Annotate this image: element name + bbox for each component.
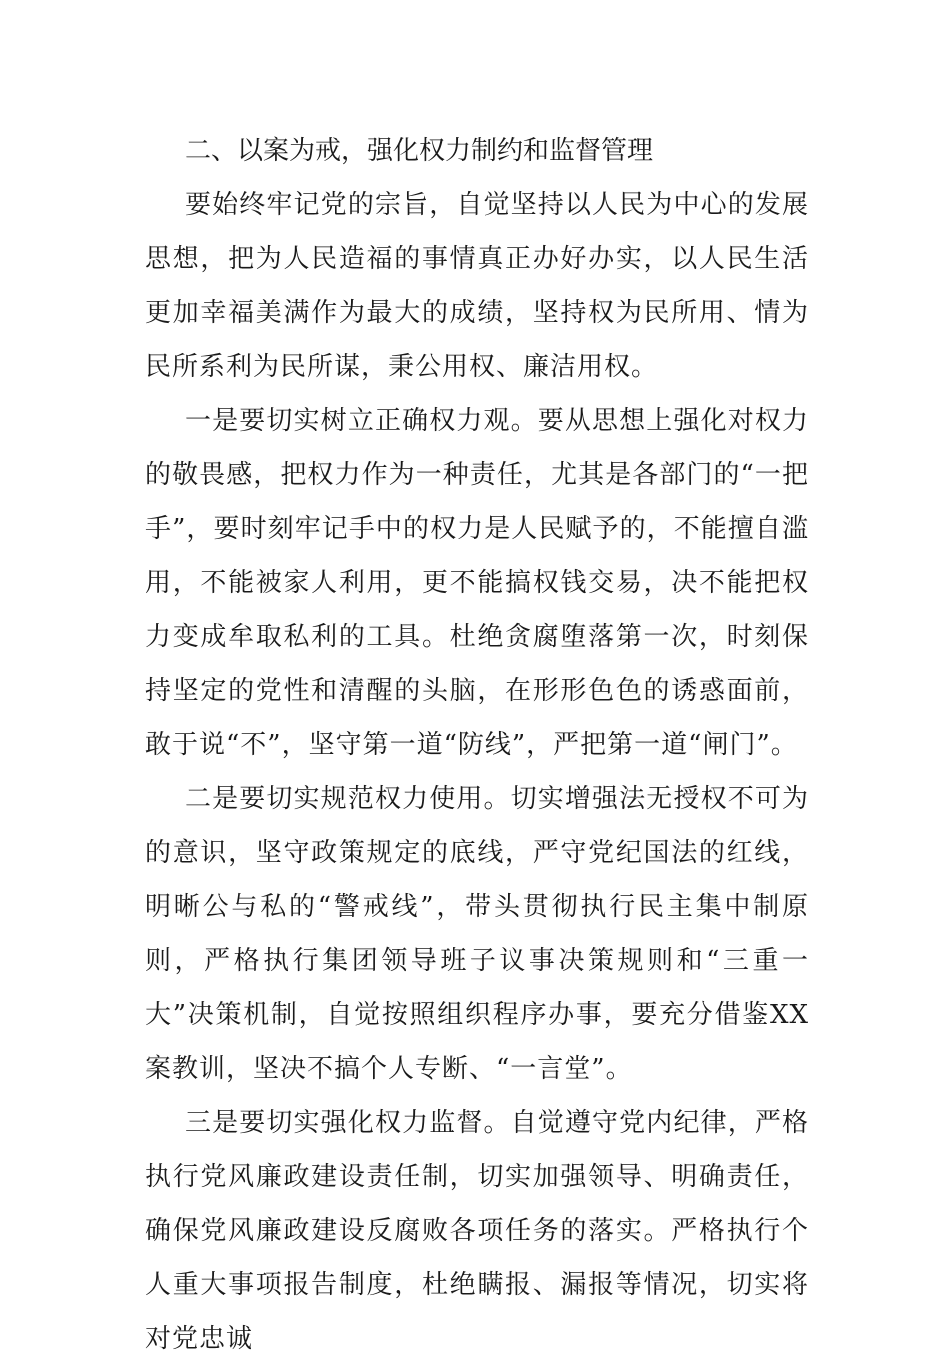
paragraph-point-one: 一是要切实树立正确权力观。要从思想上强化对权力的敬畏感，把权力作为一种责任，尤其是各部门的“一把手”，要时刻牢记手中的权力是人民赋予的，不能擅自滥用，不能被家人利用，更不能搞权钱交易，决不能把权力变成牟取私利的工具。杜绝贪腐堕落第一次，时刻保持坚定的党性和清醒的头脑，在形形色色的诱惑面前，敢于说“不”，坚守第一道“防线”，严把第一道“闸门”。 [145,406,809,760]
document-body [145,124,809,1366]
paragraph-point-two: 二是要切实规范权力使用。切实增强法无授权不可为的意识，坚守政策规定的底线，严守党纪国法的红线，明晰公与私的“警戒线”，带头贯彻执行民主集中制原则，严格执行集团领导班子议事决策规则和“三重一大”决策机制，自觉按照组织程序办事，要充分借鉴XX案教训，坚决不搞个人专断、“一言堂”。 [145,784,809,1084]
paragraph-point-three: 三是要切实强化权力监督。自觉遵守党内纪律，严格执行党风廉政建设责任制，切实加强领导、明确责任，确保党风廉政建设反腐败各项任务的落实。严格执行个人重大事项报告制度，杜绝瞒报、漏报等情况，切实将对党忠诚 [145,1108,809,1354]
paragraph-intro: 要始终牢记党的宗旨，自觉坚持以人民为中心的发展思想，把为人民造福的事情真正办好办实，以人民生活更加幸福美满作为最大的成绩，坚持权为民所用、情为民所系利为民所谋，秉公用权、廉洁用权。 [145,190,809,382]
section-heading: 二、以案为戒，强化权力制约和监督管理 [185,136,654,166]
